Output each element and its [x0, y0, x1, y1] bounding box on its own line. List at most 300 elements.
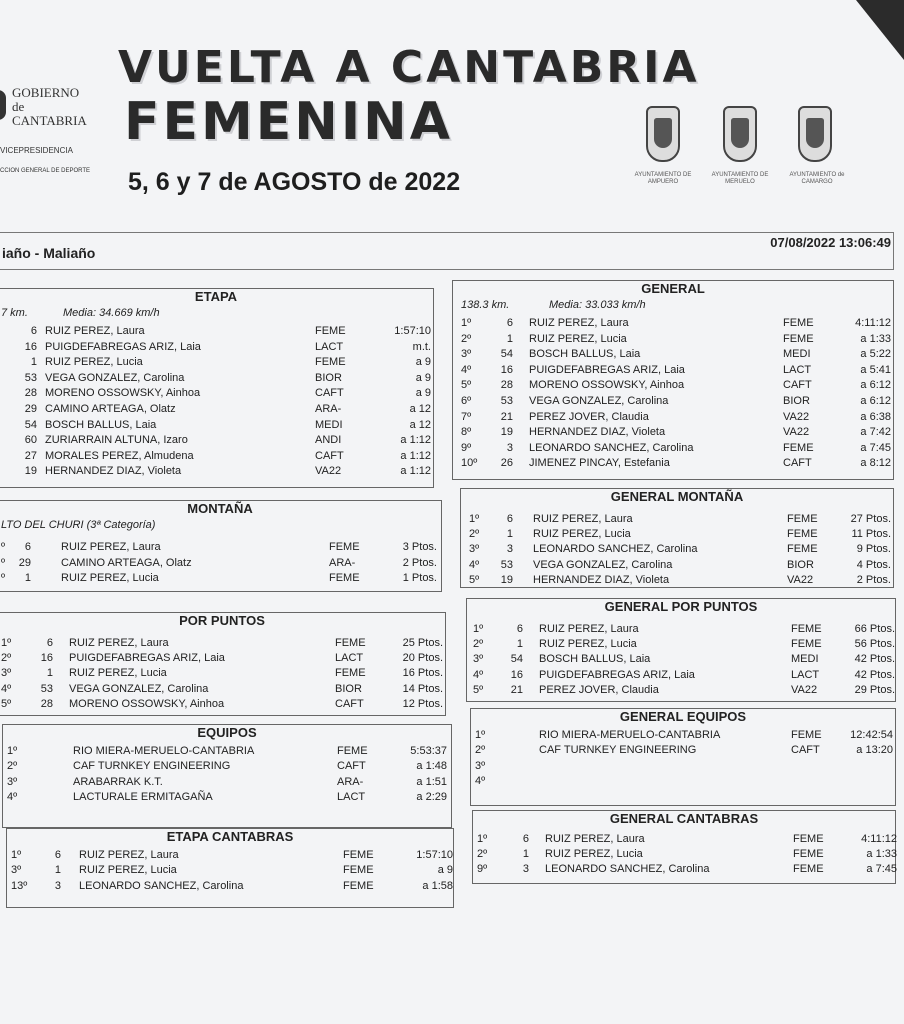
row-position: 2º — [469, 528, 480, 541]
row-value: 4:11:12 — [855, 317, 891, 329]
row-name: CAF TURNKEY ENGINEERING — [539, 744, 697, 757]
row-name: PUIGDEFABREGAS ARIZ, Laia — [69, 652, 225, 665]
stage-info-bar — [0, 232, 894, 270]
row-value: a 9 — [415, 387, 431, 400]
row-name: JIMENEZ PINCAY, Estefania — [529, 457, 670, 470]
row-name: RUIZ PEREZ, Laura — [529, 317, 629, 329]
row-team: VA22 — [783, 426, 810, 439]
row-name: VEGA GONZALEZ, Carolina — [69, 682, 209, 695]
row-value: a 8:12 — [860, 457, 891, 470]
ampuero-crest-icon — [646, 106, 680, 162]
row-value: a 13:20 — [856, 744, 893, 757]
row-position: º — [1, 556, 6, 569]
row-dorsal: 53 — [24, 371, 37, 384]
table-row — [453, 395, 893, 410]
row-dorsal: 27 — [24, 449, 37, 462]
row-dorsal: 19 — [500, 573, 513, 586]
table-row — [453, 317, 893, 332]
table-row — [0, 356, 433, 371]
row-value: 1:57:10 — [394, 325, 431, 337]
row-name: BOSCH BALLUS, Laia — [529, 348, 641, 361]
row-position: 2º — [461, 332, 472, 345]
table-row — [7, 880, 453, 895]
row-name: HERNANDEZ DIAZ, Violeta — [529, 426, 666, 439]
row-name: ZURIARRAIN ALTUNA, Izaro — [45, 434, 188, 447]
row-name: CAF TURNKEY ENGINEERING — [73, 760, 231, 773]
row-dorsal: 6 — [46, 637, 53, 649]
row-dorsal: 28 — [40, 697, 53, 710]
table-row — [3, 745, 451, 760]
row-dorsal: 1 — [516, 638, 523, 651]
row-name: LEONARDO SANCHEZ, Carolina — [545, 863, 710, 875]
table-row — [0, 403, 433, 418]
row-value: a 6:12 — [860, 379, 891, 392]
row-value: a 9 — [415, 356, 431, 369]
row-value: a 12 — [409, 418, 431, 431]
row-position: 3º — [473, 653, 484, 666]
row-value: 2 Ptos. — [402, 556, 437, 569]
row-team: FEME — [343, 879, 374, 892]
row-name: VEGA GONZALEZ, Carolina — [533, 558, 673, 571]
table-row — [461, 528, 893, 543]
row-value: 42 Ptos. — [854, 653, 895, 666]
row-team: CAFT — [337, 760, 366, 773]
row-dorsal: 1 — [54, 864, 61, 877]
row-team: FEME — [783, 441, 814, 454]
row-name: LEONARDO SANCHEZ, Carolina — [529, 441, 694, 454]
row-position: 1º — [469, 513, 480, 525]
row-value: a 1:12 — [400, 465, 431, 478]
crest-caption: AYUNTAMIENTO DE AMPUERO — [634, 172, 692, 185]
table-row — [473, 863, 895, 878]
row-name: RUIZ PEREZ, Laura — [69, 637, 169, 649]
row-value: a 6:12 — [860, 395, 891, 407]
table-row — [7, 864, 453, 879]
row-position: 5º — [461, 379, 472, 392]
row-value: a 1:33 — [860, 332, 891, 345]
row-team: FEME — [335, 667, 366, 680]
gobierno-mark-icon — [0, 90, 6, 120]
table-row — [0, 372, 433, 387]
row-team: FEME — [329, 572, 360, 585]
row-position: 1º — [473, 623, 484, 635]
row-position: 3º — [461, 348, 472, 361]
row-name: MORENO OSSOWSKY, Ainhoa — [69, 697, 225, 710]
row-team: VA22 — [791, 683, 818, 696]
row-team: FEME — [315, 325, 346, 337]
row-dorsal: 1 — [522, 848, 529, 860]
row-position: 9º — [477, 863, 488, 875]
row-team: FEME — [343, 849, 374, 861]
row-name: RUIZ PEREZ, Lucia — [45, 356, 143, 369]
row-value: 66 Ptos. — [854, 623, 895, 635]
table-title: GENERAL CANTABRAS — [609, 811, 759, 826]
row-name: LEONARDO SANCHEZ, Carolina — [533, 543, 698, 556]
table-row — [0, 419, 433, 434]
row-dorsal: 53 — [40, 682, 53, 695]
row-team: CAFT — [783, 379, 812, 392]
row-value: a 9 — [415, 371, 431, 384]
row-dorsal: 6 — [30, 325, 37, 337]
table-row — [0, 434, 433, 449]
row-team: MEDI — [791, 653, 819, 666]
row-dorsal: 3 — [506, 543, 513, 556]
row-value: 25 Ptos. — [402, 637, 443, 649]
table-row — [461, 543, 893, 558]
row-dorsal: 54 — [500, 348, 513, 361]
row-value: 11 Ptos. — [851, 528, 891, 541]
row-name: RUIZ PEREZ, Laura — [539, 623, 639, 635]
table-km: 7 km. — [1, 307, 28, 319]
row-dorsal: 3 — [506, 441, 513, 454]
row-team: ARA- — [315, 403, 342, 415]
table-row — [0, 325, 433, 340]
table-row — [471, 775, 895, 790]
row-name: RUIZ PEREZ, Laura — [533, 513, 633, 525]
row-position: 3º — [1, 667, 12, 680]
table-row — [453, 364, 893, 379]
table-row — [467, 623, 895, 638]
etapa-table — [0, 288, 434, 488]
row-position: 3º — [7, 775, 18, 788]
row-dorsal: 29 — [18, 556, 31, 569]
row-name: CAMINO ARTEAGA, Olatz — [61, 556, 192, 569]
gobierno-line: de — [12, 99, 25, 114]
row-dorsal: 60 — [24, 434, 37, 447]
row-name: MORALES PEREZ, Almudena — [45, 449, 194, 462]
row-position: 9º — [461, 441, 472, 454]
row-name: RUIZ PEREZ, Laura — [79, 849, 179, 861]
row-position: 2º — [475, 744, 486, 757]
row-team: ANDI — [315, 434, 342, 447]
row-team: FEME — [787, 513, 818, 525]
row-value: 9 Ptos. — [856, 543, 891, 556]
table-row — [467, 684, 895, 699]
row-dorsal: 6 — [506, 513, 513, 525]
row-team: VA22 — [787, 573, 814, 586]
row-team: FEME — [783, 332, 814, 345]
table-row — [0, 698, 445, 713]
row-team: CAFT — [315, 449, 344, 462]
row-position: 2º — [477, 848, 488, 860]
por-puntos-table — [0, 612, 446, 716]
row-dorsal: 6 — [54, 849, 61, 861]
table-row — [3, 791, 451, 806]
table-row — [0, 341, 433, 356]
table-title: GENERAL EQUIPOS — [619, 709, 747, 724]
row-dorsal: 19 — [24, 465, 37, 478]
background-corner — [844, 0, 904, 60]
row-position: 2º — [473, 638, 484, 651]
general-cantabras-table — [472, 810, 896, 884]
table-row — [467, 638, 895, 653]
row-value: 1:57:10 — [416, 849, 453, 861]
row-value: 12 Ptos. — [402, 697, 443, 710]
row-name: RUIZ PEREZ, Laura — [45, 325, 145, 337]
row-dorsal: 53 — [500, 395, 513, 407]
table-title: ETAPA CANTABRAS — [166, 829, 294, 844]
row-position: 1º — [1, 637, 12, 649]
row-dorsal: 1 — [506, 332, 513, 345]
row-team: FEME — [793, 833, 824, 845]
table-row — [7, 849, 453, 864]
row-position: 5º — [1, 697, 12, 710]
table-title: POR PUNTOS — [179, 613, 265, 628]
row-position: 3º — [11, 864, 22, 877]
row-dorsal: 1 — [24, 572, 31, 585]
gobierno-line: GOBIERNO — [12, 85, 80, 100]
row-dorsal: 6 — [516, 623, 523, 635]
crest-caption: AYUNTAMIENTO de CAMARGO — [789, 172, 845, 185]
row-dorsal: 6 — [506, 317, 513, 329]
row-team: LACT — [783, 363, 812, 376]
table-title: EQUIPOS — [197, 725, 257, 740]
row-dorsal: 1 — [30, 356, 37, 369]
row-name: MORENO OSSOWSKY, Ainhoa — [529, 379, 685, 392]
table-row — [471, 729, 895, 744]
row-team: FEME — [783, 317, 814, 329]
row-position: 1º — [475, 729, 486, 741]
general-por-puntos-table — [466, 598, 896, 702]
row-name: RIO MIERA-MERUELO-CANTABRIA — [73, 745, 255, 757]
row-name: HERNANDEZ DIAZ, Violeta — [533, 573, 670, 586]
row-name: RUIZ PEREZ, Laura — [61, 541, 161, 553]
crest-caption: AYUNTAMIENTO DE MERUELO — [711, 172, 769, 185]
row-value: a 7:45 — [860, 441, 891, 454]
table-row — [453, 333, 893, 348]
row-team: FEME — [793, 848, 824, 860]
row-value: a 12 — [409, 403, 431, 415]
title-line-1: VUELTA A CANTABRIA — [118, 42, 700, 93]
row-dorsal: 16 — [500, 363, 513, 376]
row-team: VA22 — [783, 410, 810, 423]
table-row — [0, 683, 445, 698]
montana-table — [0, 500, 442, 592]
row-team: BIOR — [315, 371, 342, 384]
row-value: a 7:45 — [866, 863, 897, 875]
row-dorsal: 21 — [500, 410, 513, 423]
row-name: RUIZ PEREZ, Lucia — [79, 864, 177, 877]
row-team: LACT — [791, 668, 820, 681]
row-position: 5º — [469, 573, 480, 586]
row-name: HERNANDEZ DIAZ, Violeta — [45, 465, 182, 478]
row-team: BIOR — [783, 395, 810, 407]
table-title: GENERAL POR PUNTOS — [604, 599, 758, 614]
row-value: a 7:42 — [860, 426, 891, 439]
row-value: a 1:51 — [416, 775, 447, 788]
row-team: BIOR — [787, 558, 814, 571]
row-team: FEME — [791, 623, 822, 635]
table-row — [453, 411, 893, 426]
row-value: 4 Ptos. — [856, 558, 891, 571]
row-value: a 1:48 — [416, 760, 447, 773]
row-name: MORENO OSSOWSKY, Ainhoa — [45, 387, 201, 400]
row-dorsal: 29 — [24, 403, 37, 415]
row-name: RUIZ PEREZ, Lucia — [529, 332, 627, 345]
table-km: 138.3 km. — [461, 299, 510, 311]
table-row — [0, 637, 445, 652]
table-row — [453, 379, 893, 394]
row-position: 1º — [477, 833, 488, 845]
table-row — [0, 557, 441, 572]
table-title: GENERAL — [641, 281, 705, 296]
row-position: 5º — [473, 683, 484, 696]
row-position: 4º — [7, 791, 18, 804]
row-position: 4º — [469, 558, 480, 571]
row-team: CAFT — [315, 387, 344, 400]
row-team: LACT — [335, 652, 364, 665]
row-name: RUIZ PEREZ, Lucia — [533, 528, 631, 541]
row-position: 8º — [461, 426, 472, 439]
row-team: MEDI — [783, 348, 811, 361]
row-dorsal: 54 — [510, 653, 523, 666]
row-dorsal: 3 — [522, 863, 529, 875]
row-position: 1º — [461, 317, 472, 329]
row-name: LACTURALE ERMITAGAÑA — [73, 791, 213, 804]
row-value: 42 Ptos. — [854, 668, 895, 681]
row-team: FEME — [343, 864, 374, 877]
table-row — [453, 442, 893, 457]
row-dorsal: 6 — [24, 541, 31, 553]
row-dorsal: 19 — [500, 426, 513, 439]
table-row — [467, 669, 895, 684]
table-row — [0, 652, 445, 667]
table-row — [473, 848, 895, 863]
general-table — [452, 280, 894, 480]
row-value: 5:53:37 — [410, 745, 447, 757]
row-team: CAFT — [783, 457, 812, 470]
row-name: RUIZ PEREZ, Lucia — [539, 638, 637, 651]
row-value: 3 Ptos. — [402, 541, 437, 553]
camargo-crest-icon — [798, 106, 832, 162]
row-position: 2º — [7, 760, 18, 773]
row-name: LEONARDO SANCHEZ, Carolina — [79, 879, 244, 892]
row-name: RUIZ PEREZ, Lucia — [545, 848, 643, 860]
row-value: 16 Ptos. — [402, 667, 443, 680]
row-position: 2º — [1, 652, 12, 665]
row-dorsal: 21 — [510, 683, 523, 696]
row-dorsal: 16 — [24, 340, 37, 353]
table-title: ETAPA — [194, 289, 238, 304]
vicepresidencia-label: VICEPRESIDENCIA — [0, 146, 73, 155]
montana-climb: LTO DEL CHURI (3ª Categoría) — [1, 519, 156, 531]
row-name: VEGA GONZALEZ, Carolina — [529, 395, 669, 407]
direccion-label: CCION GENERAL DE DEPORTE — [0, 168, 91, 174]
row-position: 4º — [461, 363, 472, 376]
row-value: 12:42:54 — [850, 729, 893, 741]
row-position: 6º — [461, 395, 472, 407]
row-name: BOSCH BALLUS, Laia — [45, 418, 157, 431]
table-row — [471, 760, 895, 775]
row-team: BIOR — [335, 682, 362, 695]
row-position: º — [1, 541, 6, 553]
table-row — [0, 572, 441, 587]
table-media: Media: 33.033 km/h — [549, 299, 646, 311]
row-dorsal: 54 — [24, 418, 37, 431]
table-row — [3, 776, 451, 791]
print-timestamp: 07/08/2022 13:06:49 — [770, 235, 891, 250]
table-row — [0, 387, 433, 402]
table-row — [0, 450, 433, 465]
row-value: 27 Ptos. — [850, 513, 891, 525]
general-equipos-table — [470, 708, 896, 806]
table-row — [467, 653, 895, 668]
general-montana-table — [460, 488, 894, 588]
row-position: º — [1, 572, 6, 585]
row-name: PUIGDEFABREGAS ARIZ, Laia — [45, 340, 201, 353]
table-row — [0, 541, 441, 556]
table-row — [473, 833, 895, 848]
row-name: RUIZ PEREZ, Lucia — [61, 572, 159, 585]
row-dorsal: 6 — [522, 833, 529, 845]
row-dorsal: 28 — [500, 379, 513, 392]
row-value: a 9 — [437, 864, 453, 877]
row-value: a 1:33 — [866, 848, 897, 860]
row-team: FEME — [787, 543, 818, 556]
row-name: CAMINO ARTEAGA, Olatz — [45, 403, 176, 415]
row-team: CAFT — [335, 697, 364, 710]
table-media: Media: 34.669 km/h — [63, 307, 160, 319]
row-name: RUIZ PEREZ, Lucia — [69, 667, 167, 680]
row-team: ARA- — [329, 556, 356, 569]
row-name: ARABARRAK K.T. — [73, 775, 163, 788]
row-value: 20 Ptos. — [402, 652, 443, 665]
title-line-2: FEMENINA — [124, 92, 453, 152]
row-name: PUIGDEFABREGAS ARIZ, Laia — [539, 668, 695, 681]
row-dorsal: 3 — [54, 879, 61, 892]
row-position: 13º — [11, 879, 28, 892]
row-dorsal: 26 — [500, 457, 513, 470]
row-position: 4º — [473, 668, 484, 681]
row-value: a 1:12 — [400, 434, 431, 447]
equipos-table — [2, 724, 452, 828]
table-row — [3, 760, 451, 775]
row-dorsal: 1 — [46, 667, 53, 680]
row-value: 29 Ptos. — [854, 683, 895, 696]
row-team: FEME — [337, 745, 368, 757]
row-team: LACT — [337, 791, 366, 804]
row-position: 3º — [469, 543, 480, 556]
table-title: GENERAL MONTAÑA — [610, 489, 744, 504]
table-row — [453, 457, 893, 472]
table-row — [471, 744, 895, 759]
row-name: RIO MIERA-MERUELO-CANTABRIA — [539, 729, 721, 741]
row-value: a 6:38 — [860, 410, 891, 423]
row-value: a 1:12 — [400, 449, 431, 462]
row-team: FEME — [791, 638, 822, 651]
row-position: 4º — [1, 682, 12, 695]
table-row — [461, 559, 893, 574]
table-row — [0, 667, 445, 682]
row-value: 4:11:12 — [861, 833, 897, 845]
table-title: MONTAÑA — [187, 501, 253, 516]
table-row — [453, 348, 893, 363]
row-dorsal: 16 — [40, 652, 53, 665]
row-team: FEME — [315, 356, 346, 369]
row-value: a 5:22 — [860, 348, 891, 361]
row-position: 10º — [461, 457, 478, 470]
row-value: 1 Ptos. — [402, 572, 437, 585]
row-value: a 2:29 — [416, 791, 447, 804]
row-value: a 5:41 — [860, 363, 891, 376]
row-dorsal: 16 — [510, 668, 523, 681]
row-position: 4º — [475, 775, 486, 788]
row-value: 56 Ptos. — [854, 638, 895, 651]
row-name: PEREZ JOVER, Claudia — [539, 683, 659, 696]
row-team: CAFT — [791, 744, 820, 757]
row-name: VEGA GONZALEZ, Carolina — [45, 371, 185, 384]
row-name: RUIZ PEREZ, Laura — [545, 833, 645, 845]
